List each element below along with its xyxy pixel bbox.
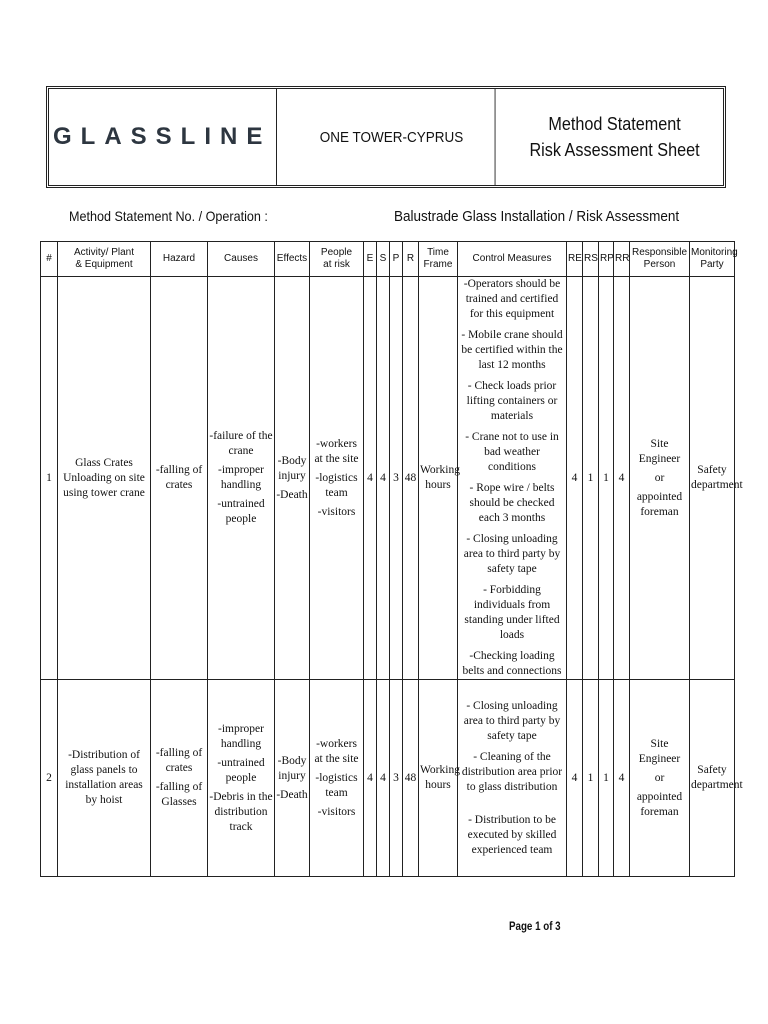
cell-people (310, 680, 364, 877)
cell-e: 4 (364, 680, 377, 877)
cell-rr: 4 (614, 277, 630, 680)
col-header-rr: RR (614, 242, 630, 277)
table-row (41, 680, 735, 877)
control-measure-item: - Check loads prior lifting containers or materials (466, 380, 558, 422)
col-header-r: R (403, 242, 419, 277)
cell-s: 4 (377, 680, 390, 877)
people-item: -visitors (317, 505, 356, 518)
cause-item: -Debris in the distribution track (209, 790, 273, 833)
cell-people (310, 277, 364, 680)
col-header-p: P (390, 242, 403, 277)
people-item: -visitors (317, 805, 356, 818)
control-measure-item: - Rope wire / belts should be checked each 3 months (469, 482, 555, 524)
control-measure-item: - Closing unloading area to third party by safety tape (463, 533, 561, 575)
cell-re: 4 (567, 277, 583, 680)
table-row (41, 277, 735, 680)
risk-assessment-table (40, 241, 743, 877)
col-header-mon-l2: Party (700, 259, 724, 270)
control-measure-item: - Mobile crane should be certified within the last 12 months (461, 329, 563, 371)
people-item: -logistics team (315, 771, 358, 799)
cell-number: 1 (41, 277, 58, 680)
project-name: ONE TOWER-CYPRUS (289, 89, 496, 185)
table-header-row (41, 242, 735, 277)
col-header-resp-l2: Person (643, 259, 676, 270)
cell-control-measures (458, 277, 567, 680)
people-item: -logistics team (315, 471, 358, 499)
hazard-item: -falling of Glasses (155, 781, 203, 808)
control-measure-item: -Checking loading belts and connections (462, 650, 562, 677)
operation-value: Balustrade Glass Installation / Risk Assessment (394, 208, 680, 225)
title-line-1: Method Statement (548, 114, 682, 134)
title-line-2: Risk Assessment Sheet (529, 140, 701, 160)
col-header-effects: Effects (275, 242, 310, 277)
col-header-mon-l1: Monitoring (691, 247, 738, 258)
responsible-item: Site Engineer (638, 737, 681, 765)
cell-e: 4 (364, 277, 377, 680)
control-measure-item: - Distribution to be executed by skilled experienced team (467, 813, 557, 856)
col-header-activity-l1: Activity/ Plant (73, 247, 135, 258)
responsible-item: Site Engineer (638, 437, 681, 465)
responsible-item: or (654, 471, 665, 484)
col-header-activity-l2: & Equipment (75, 259, 133, 270)
effect-item: -Body injury (277, 754, 307, 782)
cell-p: 3 (390, 277, 403, 680)
cell-responsible (630, 680, 690, 877)
cell-time-frame: Working hours (419, 680, 458, 877)
cell-effects (275, 680, 310, 877)
control-measure-item: - Crane not to use in bad weather conditions (465, 431, 559, 473)
people-item: -workers at the site (314, 437, 359, 465)
col-header-monitoring (690, 242, 738, 277)
cell-number: 2 (41, 680, 58, 877)
cell-causes (208, 277, 275, 680)
people-item: -workers at the site (314, 737, 359, 765)
cell-rs: 1 (583, 680, 599, 877)
col-header-time-l2: Frame (423, 259, 453, 270)
col-header-rs: RS (583, 242, 599, 277)
cell-rr: 4 (614, 680, 630, 877)
col-header-e: E (364, 242, 377, 277)
control-measure-item: - Forbidding individuals from standing under lifted loads (464, 584, 560, 641)
col-header-responsible (630, 242, 690, 277)
cause-item: -improper handling (218, 464, 264, 491)
cell-time-frame: Working hours (419, 277, 458, 680)
cell-r: 48 (403, 680, 419, 877)
cell-control-measures (458, 680, 567, 877)
col-header-control-measures: Control Measures (458, 242, 567, 277)
cell-responsible (630, 277, 690, 680)
effect-item: -Death (276, 788, 308, 801)
cause-item: -untrained people (217, 756, 265, 784)
cell-monitoring: Safety department (690, 277, 735, 680)
col-header-resp-l1: Responsible (631, 247, 688, 258)
cell-activity: -Distribution of glass panels to installation areas by hoist (58, 680, 151, 877)
company-logo (49, 89, 277, 185)
document-header (46, 86, 726, 188)
col-header-causes: Causes (208, 242, 275, 277)
cell-re: 4 (567, 680, 583, 877)
cause-item: -untrained people (217, 498, 265, 525)
col-header-rp: RP (599, 242, 614, 277)
col-header-people-l2: at risk (323, 259, 350, 270)
responsible-item: or (654, 771, 665, 784)
responsible-item: appointed foreman (636, 490, 683, 518)
col-header-time-frame (419, 242, 458, 277)
control-measure-item: - Cleaning of the distribution area prior to glass distribution (461, 750, 563, 793)
col-header-s: S (377, 242, 390, 277)
cell-hazard (151, 680, 208, 877)
col-header-time-l1: Time (427, 247, 449, 258)
effect-item: -Body injury (277, 454, 307, 482)
cell-causes (208, 680, 275, 877)
cell-p: 3 (390, 680, 403, 877)
cell-rs: 1 (583, 277, 599, 680)
cell-monitoring: Safety department (690, 680, 735, 877)
page-number: Page 1 of 3 (509, 921, 561, 933)
logo-text: GLASSLINE (53, 123, 272, 150)
control-measure-item: - Closing unloading area to third party by safety tape (463, 699, 561, 742)
col-header-hazard: Hazard (151, 242, 208, 277)
hazard-item: -falling of crates (155, 747, 203, 774)
cause-item: -failure of the crane (209, 430, 273, 457)
cell-rp: 1 (599, 680, 614, 877)
cell-rp: 1 (599, 277, 614, 680)
col-header-people-l1: People (320, 247, 353, 258)
col-header-activity (58, 242, 151, 277)
cell-s: 4 (377, 277, 390, 680)
col-header-people (310, 242, 364, 277)
responsible-item: appointed foreman (636, 790, 683, 818)
col-header-re: RE (567, 242, 583, 277)
cause-item: -improper handling (218, 722, 264, 750)
operation-label: Method Statement No. / Operation : (69, 208, 268, 224)
cell-effects (275, 277, 310, 680)
control-measure-item: -Operators should be trained and certified for this equipment (463, 278, 561, 320)
col-header-number: # (41, 242, 58, 277)
document-title (507, 89, 723, 185)
cell-r: 48 (403, 277, 419, 680)
cell-hazard: -falling of crates (151, 277, 208, 680)
cell-activity: Glass Crates Unloading on site using tower crane (58, 277, 151, 680)
effect-item: -Death (276, 488, 308, 501)
